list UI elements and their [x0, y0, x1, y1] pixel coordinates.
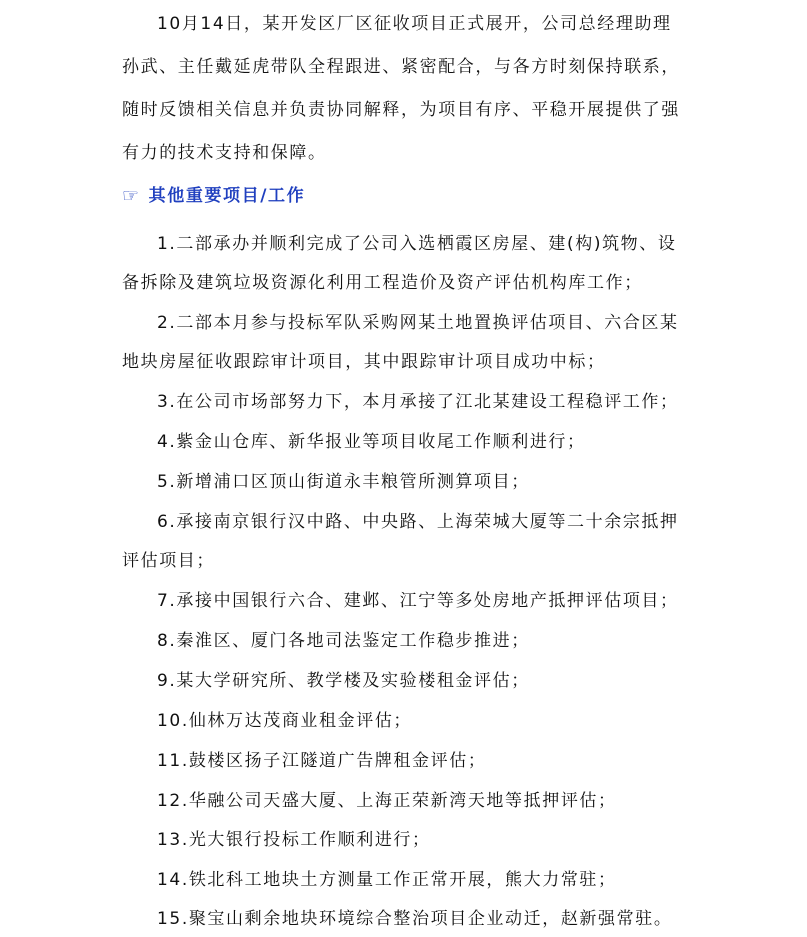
list-item: 2.二部本月参与投标军队采购网某土地置换评估项目、六合区某	[157, 313, 679, 333]
list-item-continuation: 评估项目；	[122, 551, 215, 571]
list-item-continuation: 地块房屋征收跟踪审计项目，其中跟踪审计项目成功中标；	[122, 352, 606, 372]
list-item: 6.承接南京银行汉中路、中央路、上海荣城大厦等二十余宗抵押	[157, 512, 679, 532]
list-item: 8.秦淮区、厦门各地司法鉴定工作稳步推进；	[157, 631, 530, 651]
list-item: 12.华融公司天盛大厦、上海正荣新湾天地等抵押评估；	[157, 791, 617, 811]
list-item-continuation: 备拆除及建筑垃圾资源化利用工程造价及资产评估机构库工作；	[122, 273, 643, 293]
list-item: 14.铁北科工地块土方测量工作正常开展，熊大力常驻；	[157, 870, 617, 890]
list-item: 3.在公司市场部努力下，本月承接了江北某建设工程稳评工作；	[157, 392, 679, 412]
list-item: 7.承接中国银行六合、建邺、江宁等多处房地产抵押评估项目；	[157, 591, 679, 611]
list-item: 1.二部承办并顺利完成了公司入选栖霞区房屋、建(构)筑物、设	[157, 234, 677, 254]
hand-pointing-right-icon: ☞	[122, 185, 141, 207]
intro-line: 有力的技术支持和保障。	[122, 143, 327, 163]
intro-line: 孙武、主任戴延虎带队全程跟进、紧密配合，与各方时刻保持联系，	[122, 57, 680, 77]
list-item: 11.鼓楼区扬子江隧道广告牌租金评估；	[157, 751, 487, 771]
intro-line: 10月14日，某开发区厂区征收项目正式展开，公司总经理助理	[157, 14, 672, 34]
list-item: 9.某大学研究所、教学楼及实验楼租金评估；	[157, 671, 530, 691]
list-item: 15.聚宝山剩余地块环境综合整治项目企业动迁，赵新强常驻。	[157, 909, 673, 929]
list-item: 10.仙林万达茂商业租金评估；	[157, 711, 413, 731]
list-item: 4.紫金山仓库、新华报业等项目收尾工作顺利进行；	[157, 432, 586, 452]
intro-line: 随时反馈相关信息并负责协同解释，为项目有序、平稳开展提供了强	[122, 100, 680, 120]
list-item: 5.新增浦口区顶山街道永丰粮管所测算项目；	[157, 472, 530, 492]
section-heading	[122, 184, 305, 208]
section-title: 其他重要项目/工作	[148, 186, 306, 206]
list-item: 13.光大银行投标工作顺利进行；	[157, 830, 431, 850]
